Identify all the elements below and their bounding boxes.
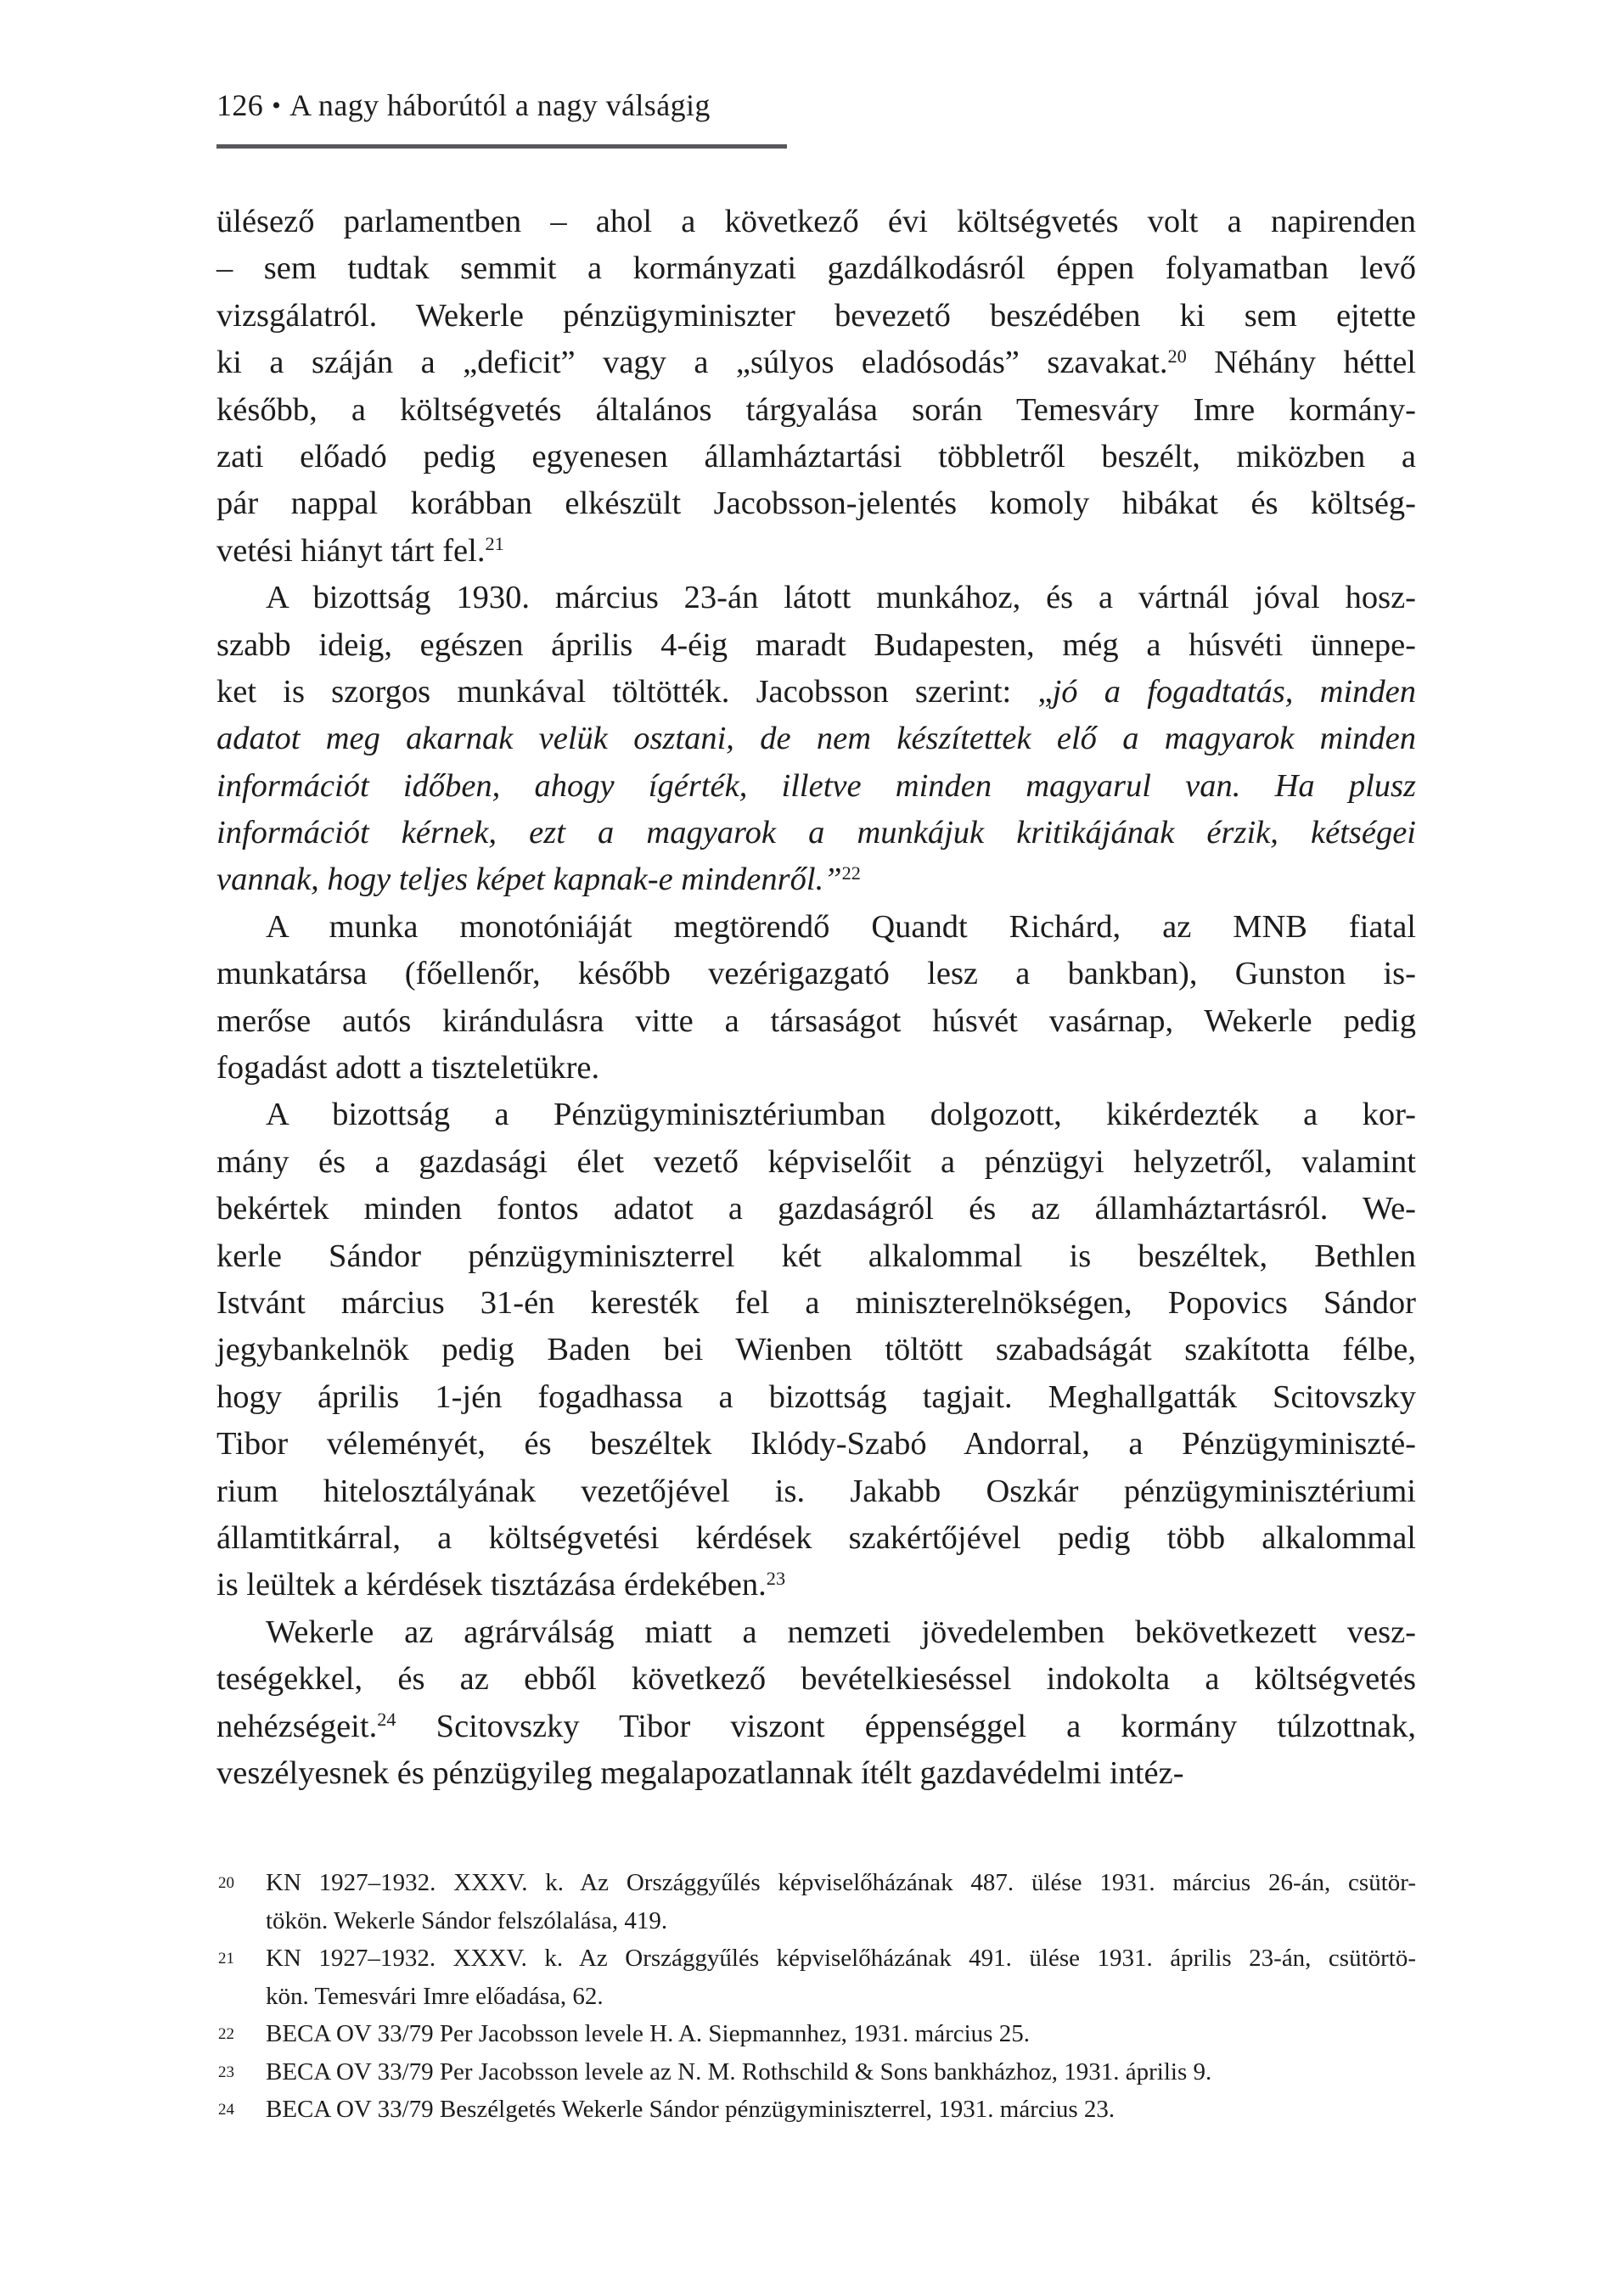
body-line — [216, 1327, 1416, 1373]
running-header — [216, 87, 711, 123]
body-line — [216, 1421, 1416, 1468]
footnote — [216, 2091, 1416, 2129]
body-line — [216, 622, 1416, 669]
text-segment: A bizottság a Pénzügyminisztériumban dolgozott, kikérdezték a kor- — [266, 1097, 1416, 1133]
text-segment: államtitkárral, a költségvetési kérdések szakértőjével pedig több alkalommal — [216, 1519, 1416, 1556]
footnote-marker: 21 — [485, 533, 504, 555]
body-line — [216, 1750, 1416, 1797]
footnote-line: BECA OV 33/79 Per Jacobsson levele az N. M. Rothschild & Sons bankházhoz, 1931. április 9. — [266, 2057, 1212, 2085]
body-line — [216, 575, 1416, 621]
body-text — [216, 199, 1416, 1797]
text-segment: veszélyesnek és pénzügyileg megalapozatlannak ítélt gazdavédelmi intéz- — [216, 1754, 1184, 1791]
body-line — [216, 1468, 1416, 1515]
body-line — [216, 1092, 1416, 1138]
header-title: A nagy háborútól a nagy válságig — [289, 88, 711, 122]
text-segment: Néhány héttel — [1186, 345, 1416, 381]
text-segment: ket is szorgos munkával töltötték. Jacobsson szerint: „ — [216, 673, 1053, 710]
text-segment: pár nappal korábban elkészült Jacobsson-jelentés komoly hibákat és költség- — [216, 486, 1416, 522]
text-segment: A bizottság 1930. március 23-án látott munkához, és a vártnál jóval hosz- — [266, 580, 1416, 616]
footnote — [216, 1864, 1416, 1940]
body-line — [216, 528, 1416, 575]
body-line — [216, 1374, 1416, 1421]
text-segment: jó a fogadtatás, minden — [1052, 673, 1416, 710]
text-segment: információt kérnek, ezt a magyarok a munkájuk kritikájának érzik, kétségei — [216, 815, 1416, 851]
body-line — [216, 434, 1416, 480]
body-line — [216, 1280, 1416, 1327]
text-segment: – sem tudtak semmit a kormányzati gazdálkodásról éppen folyamatban levő — [216, 250, 1416, 287]
text-segment: mány és a gazdasági élet vezető képviselőit a pénzügyi helyzetről, valamint — [216, 1143, 1416, 1180]
body-line — [216, 1704, 1416, 1750]
text-segment: zati előadó pedig egyenesen államháztartási többletről beszélt, miközben a — [216, 438, 1416, 474]
footnote-number: 23 — [218, 2063, 234, 2081]
footnote-marker: 23 — [766, 1568, 786, 1590]
body-line — [216, 1515, 1416, 1562]
text-segment: fogadást adott a tiszteletükre. — [216, 1050, 600, 1086]
text-segment: A munka monotóniáját megtörendő Quandt Richárd, az MNB fiatal — [266, 908, 1416, 945]
footnote-line: kön. Temesvári Imre előadása, 62. — [266, 1982, 604, 2010]
text-segment: Tibor véleményét, és beszéltek Iklódy-Szabó Andorral, a Pénzügyminiszté- — [216, 1426, 1416, 1462]
footnote-line: tökön. Wekerle Sándor felszólalása, 419. — [266, 1906, 668, 1934]
footnotes-block — [216, 1864, 1416, 2129]
body-line — [216, 340, 1416, 386]
text-segment: hogy április 1-jén fogadhassa a bizottság tagjait. Meghallgatták Scitovszky — [216, 1378, 1416, 1415]
footnote-number: 21 — [218, 1950, 234, 1968]
body-line — [216, 1656, 1416, 1703]
body-line — [216, 904, 1416, 951]
text-segment: szabb ideig, egészen április 4-éig maradt Budapesten, még a húsvéti ünnepe- — [216, 626, 1416, 663]
text-segment: adatot meg akarnak velük osztani, de nem készítettek elő a magyarok minden — [216, 721, 1416, 757]
body-line — [216, 1562, 1416, 1608]
footnote — [216, 2053, 1416, 2091]
text-segment: teségekkel, és az ebből következő bevételkieséssel indokolta a költségvetés — [216, 1661, 1416, 1698]
body-line — [216, 951, 1416, 997]
text-segment: munkatársa (főellenőr, később vezérigazgató lesz a bankban), Gunston is- — [216, 956, 1416, 992]
page-number: 126 — [216, 88, 264, 122]
header-rule — [216, 144, 787, 149]
footnote-line: KN 1927–1932. XXXV. k. Az Országgyűlés képviselőházának 487. ülése 1931. március 26-án, csütör- — [266, 1869, 1416, 1896]
text-segment: kerle Sándor pénzügyminiszterrel két alkalommal is beszéltek, Bethlen — [216, 1238, 1416, 1274]
text-segment: merőse autós kirándulásra vitte a társaságot húsvét vasárnap, Wekerle pedig — [216, 1002, 1416, 1039]
text-segment: ki a száján a „deficit” vagy a „súlyos eladósodás” szavakat. — [216, 345, 1168, 381]
body-line — [216, 998, 1416, 1045]
body-line — [216, 856, 1416, 903]
body-line — [216, 1233, 1416, 1280]
text-segment: vizsgálatról. Wekerle pénzügyminiszter bevezető beszédében ki sem ejtette — [216, 297, 1416, 334]
body-line — [216, 245, 1416, 292]
footnote-marker: 24 — [377, 1709, 396, 1731]
footnote-number: 22 — [218, 2025, 234, 2043]
text-segment: vannak, hogy teljes képet kapnak-e mindenről.” — [216, 862, 842, 898]
text-segment: is leültek a kérdések tisztázása érdekében. — [216, 1567, 767, 1603]
footnote — [216, 1940, 1416, 2015]
body-line — [216, 199, 1416, 245]
body-line — [216, 1609, 1416, 1656]
body-line — [216, 1186, 1416, 1232]
text-segment: jegybankelnök pedig Baden bei Wienben töltött szabadságát szakította félbe, — [216, 1332, 1416, 1368]
body-line — [216, 1045, 1416, 1092]
text-segment: bekértek minden fontos adatot a gazdaságról és az államháztartásról. We- — [216, 1191, 1416, 1227]
footnote-marker: 20 — [1167, 345, 1187, 367]
body-line — [216, 763, 1416, 810]
text-segment: nehézségeit. — [216, 1708, 378, 1744]
footnote-line: KN 1927–1932. XXXV. k. Az Országgyűlés képviselőházának 491. ülése 1931. április 23-án, csütörtö- — [266, 1945, 1416, 1972]
body-line — [216, 716, 1416, 762]
footnote-number: 24 — [218, 2101, 234, 2119]
body-line — [216, 1139, 1416, 1186]
body-line — [216, 480, 1416, 527]
footnote — [216, 2015, 1416, 2053]
body-line — [216, 387, 1416, 434]
text-segment: információt időben, ahogy ígérték, illetve minden magyarul van. Ha plusz — [216, 767, 1416, 804]
text-segment: Scitovszky Tibor viszont éppenséggel a kormány túlzottnak, — [396, 1708, 1416, 1744]
text-segment: vetési hiányt tárt fel. — [216, 532, 486, 569]
footnote-line: BECA OV 33/79 Beszélgetés Wekerle Sándor pénzügyminiszterrel, 1931. március 23. — [266, 2096, 1115, 2123]
footnote-number: 20 — [218, 1874, 234, 1892]
text-segment: Istvánt március 31-én keresték fel a miniszterelnökségen, Popovics Sándor — [216, 1284, 1416, 1321]
footnote-line: BECA OV 33/79 Per Jacobsson levele H. A. Siepmannhez, 1931. március 25. — [266, 2020, 1030, 2047]
body-line — [216, 810, 1416, 856]
footnote-marker: 22 — [841, 862, 861, 884]
text-segment: később, a költségvetés általános tárgyalása során Temesváry Imre kormány- — [216, 391, 1416, 428]
header-bullet: • — [272, 92, 282, 120]
text-segment: rium hitelosztályának vezetőjével is. Jakabb Oszkár pénzügyminisztériumi — [216, 1473, 1416, 1509]
text-segment: Wekerle az agrárválság miatt a nemzeti jövedelemben bekövetkezett vesz- — [266, 1614, 1416, 1650]
body-line — [216, 669, 1416, 716]
body-line — [216, 293, 1416, 340]
text-segment: ülésező parlamentben – ahol a következő évi költségvetés volt a napirenden — [216, 204, 1416, 239]
